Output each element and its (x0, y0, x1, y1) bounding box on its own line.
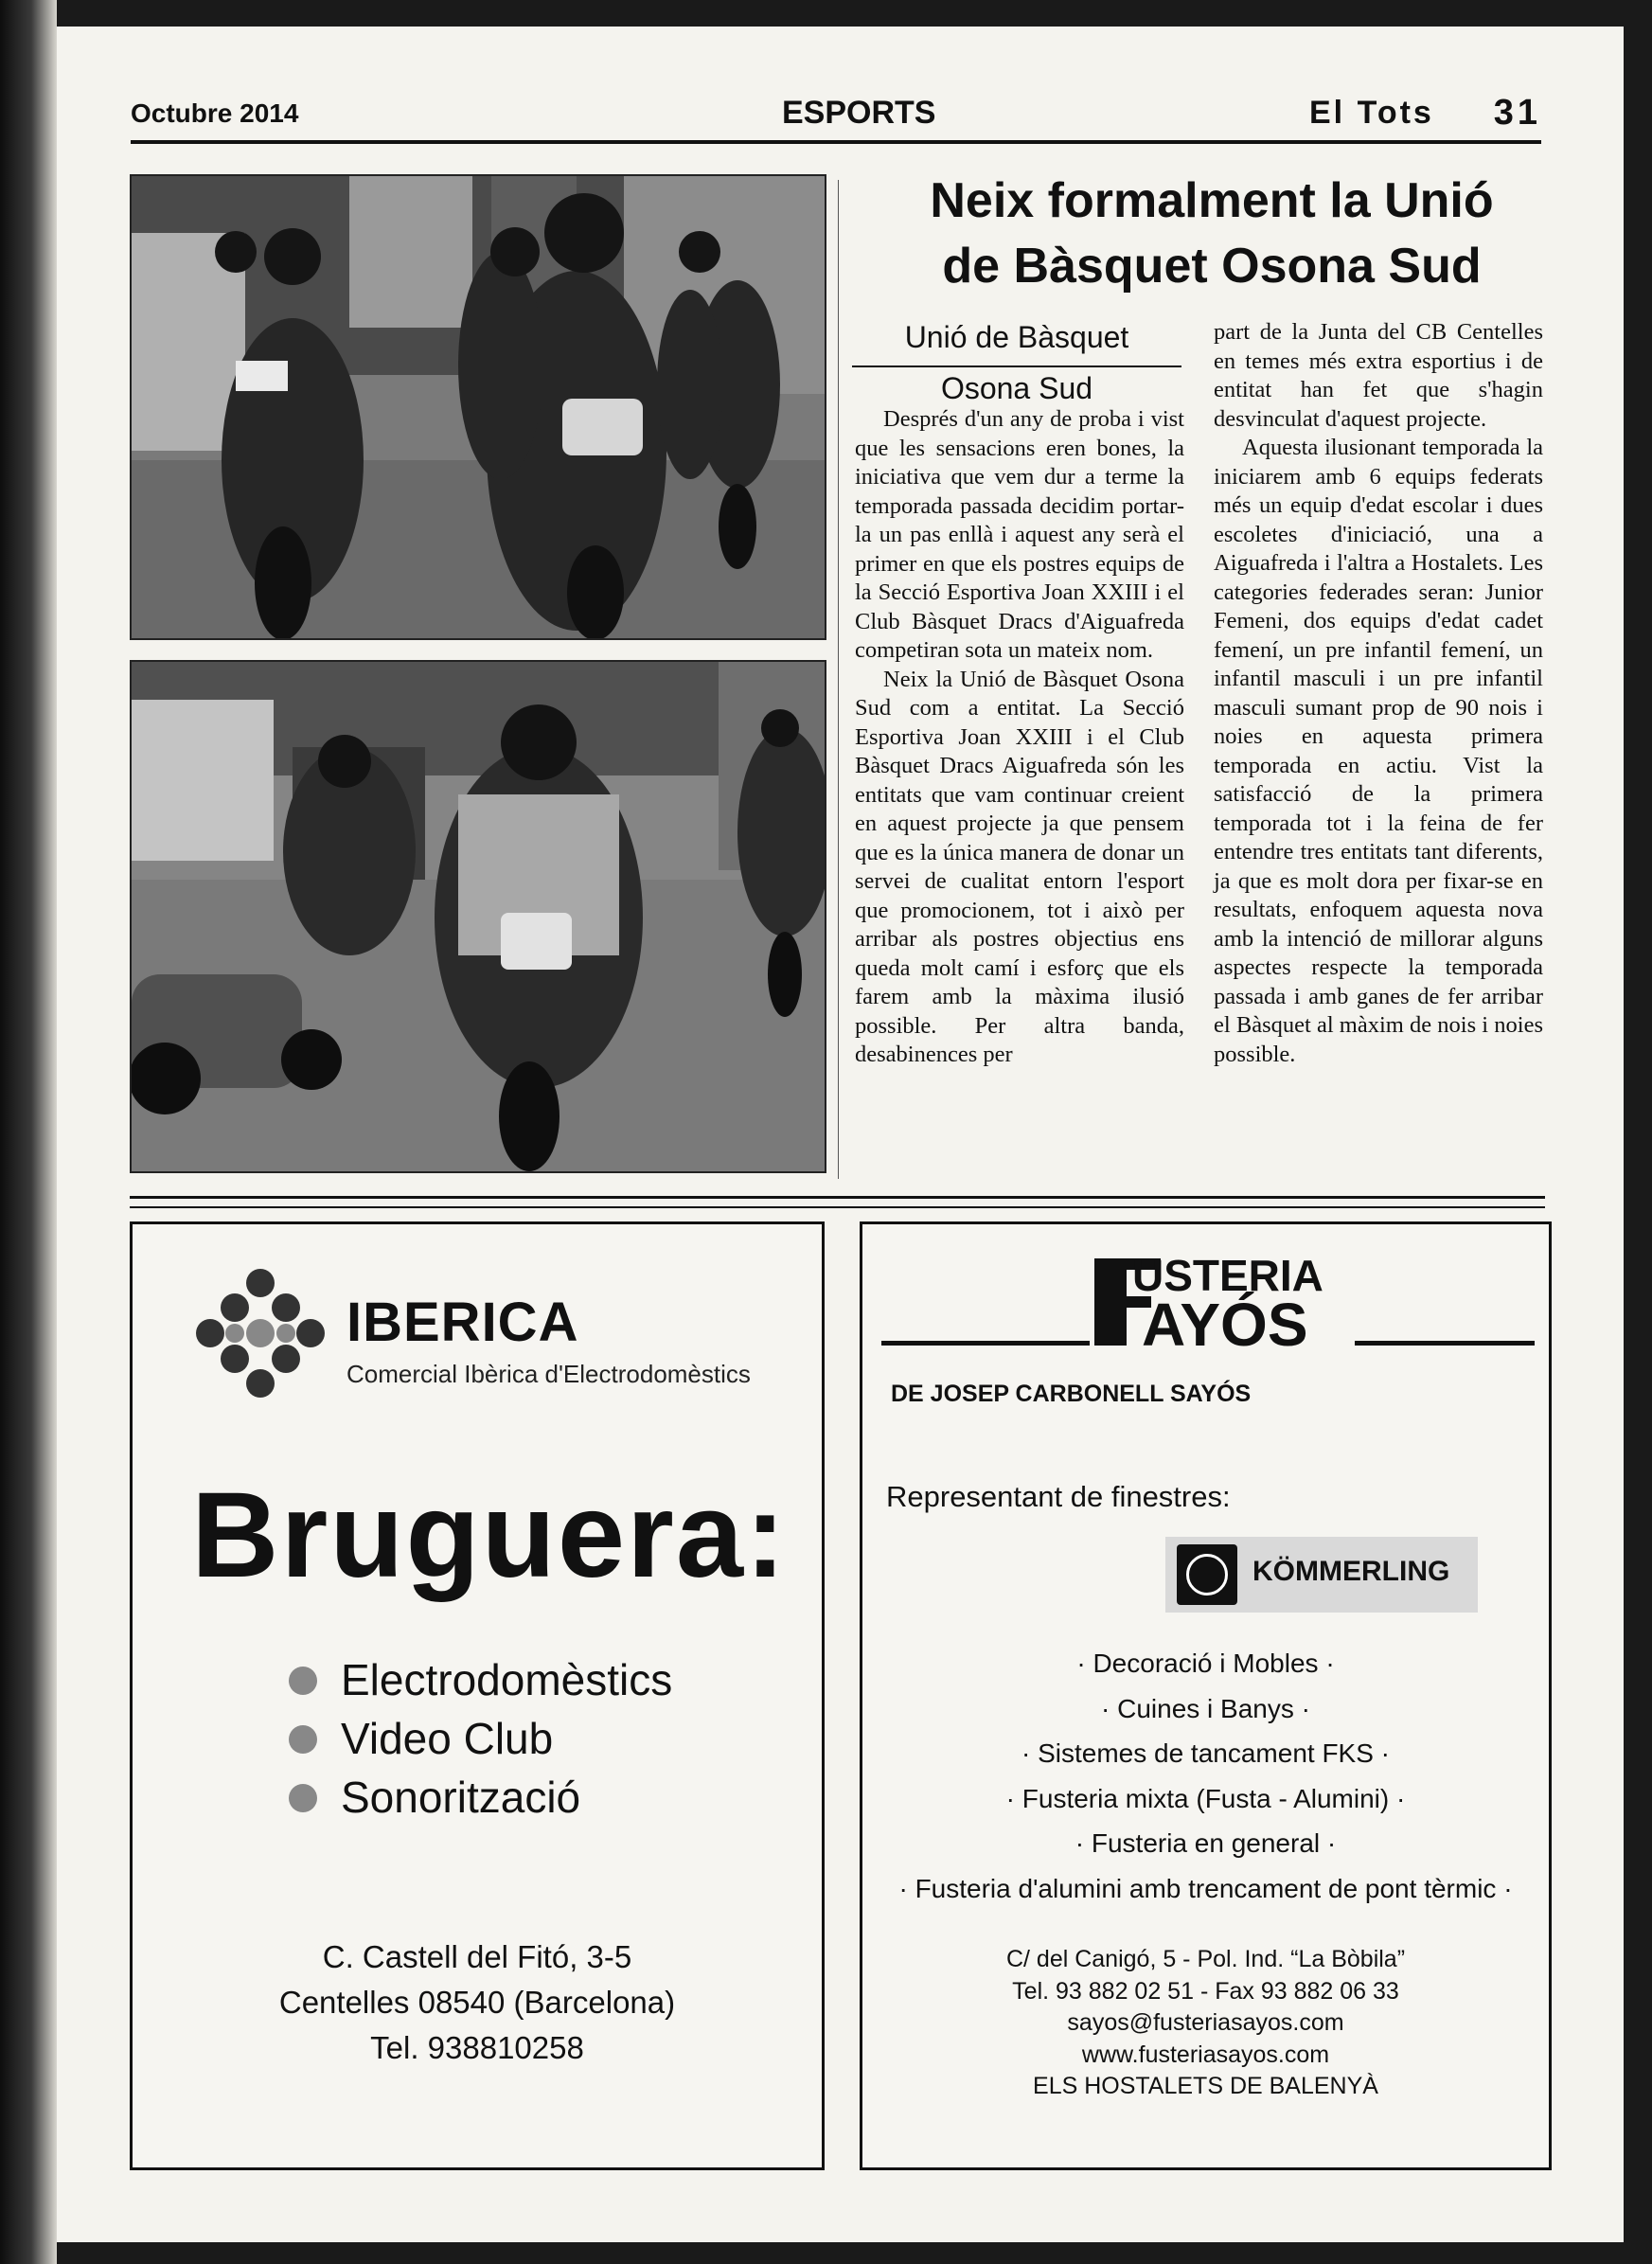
column-divider (838, 180, 839, 1179)
list-item: · Fusteria d'alumini amb trencament de pont tèrmic · (898, 1873, 1513, 1903)
svg-text:AYÓS: AYÓS (1142, 1291, 1308, 1355)
iberica-diamond-logo-icon (189, 1262, 331, 1404)
bullet-icon (289, 1725, 317, 1754)
bullet-icon (289, 1784, 317, 1812)
article-paragraph: Aquesta ilusionant temporada la iniciarem amb 6 equips federats més un equip d'edat escolar i dues escoletes d'iniciació, una a Aiguafreda i l'altra a Hostalets. Les categories federades seran: Junior Femeni, dos equips d'edat cadet femení, un pre infantil femení, un infantil masculi i un pre infantil masculi sumant prop de 90 nois i noies en aquesta primera temporada en actiu. Vist la satisfacció de la primera temporada tot i la feina de fer entendre tres entitats tant diferents, ja que es molt dora per fixar-se en resultats, enfoquem aquesta nova amb la intenció de millorar alguns aspectes respecte la temporada passada i amb ganes de fer arribar el Bàsquet al màxim de nois i noies possible. (1214, 435, 1543, 1067)
headline-line-2: de Bàsquet Osona Sud (942, 239, 1482, 294)
issue-date: Octubre 2014 (131, 98, 299, 128)
list-item: · Fusteria mixta (Fusta - Alumini) · (1005, 1783, 1406, 1813)
kommerling-logo-icon (1177, 1544, 1237, 1605)
fusteria-services-list (862, 1641, 1549, 1911)
publication-name: El Tots (1309, 95, 1434, 131)
website-link[interactable]: www.fusteriasayos.com (1081, 2041, 1330, 2068)
svg-text:USTERIA: USTERIA (1132, 1251, 1323, 1300)
article-paragraph: part de la Junta del CB Centelles en temes més extra esportius i de entitat han fet que s'hagin desvinculat d'aquest projecte. (1214, 319, 1543, 432)
kommerling-name: KÖMMERLING (1252, 1556, 1450, 1587)
ad-fusteria-sayos (860, 1221, 1552, 2170)
list-item: · Cuines i Banys · (1101, 1693, 1310, 1723)
list-item: · Decoració i Mobles · (1076, 1649, 1335, 1678)
list-item: · Fusteria en general · (1075, 1828, 1337, 1858)
phone-number: Tel. 938810258 (370, 2030, 584, 2065)
list-item: Sonorització (289, 1768, 672, 1827)
iberica-logo-name: IBERICA (346, 1292, 579, 1353)
photo-scooters-parade (130, 660, 826, 1173)
email-link[interactable]: sayos@fusteriasayos.com (1067, 2009, 1344, 2036)
article-headline (857, 169, 1567, 299)
section-title: ESPORTS (782, 95, 936, 131)
town-name: ELS HOSTALETS DE BALENYÀ (1033, 2073, 1378, 2099)
phone-fax: Tel. 93 882 02 51 - Fax 93 882 06 33 (1012, 1977, 1399, 2005)
list-item: · Sistemes de tancament FKS · (1021, 1738, 1391, 1768)
ad-iberica-bruguera (130, 1221, 825, 2170)
iberica-services-list (289, 1650, 672, 1827)
address-line: Centelles 08540 (Barcelona) (278, 1985, 676, 2020)
article-paragraph: Després d'un any de proba i vist que les sensacions eren bones, la iniciativa que vem dur a terme la temporada passada decidim portar-la un pas enllà i aquest any serà el primer en que els postres equips de la Secció Esportiva Joan XXIII i el Club Bàsquet Dracs d'Aiguafreda competiran sota un mateix nom. (855, 406, 1184, 663)
bruguera-brand: Bruguera: (191, 1468, 788, 1603)
bullet-icon (289, 1667, 317, 1695)
article-column-1 (855, 405, 1184, 1070)
article-column-2 (1214, 318, 1543, 1069)
page-number: 31 (1493, 93, 1541, 133)
binding-gutter (0, 0, 57, 2264)
fusteria-owner: DE JOSEP CARBONELL SAYÓS (891, 1381, 1252, 1407)
address-line: C/ del Canigó, 5 - Pol. Ind. “La Bòbila” (1005, 1946, 1406, 1972)
iberica-logo-subtitle: Comercial Ibèrica d'Electrodomèstics (346, 1360, 751, 1388)
article-paragraph: Neix la Unió de Bàsquet Osona Sud com a entitat. La Secció Esportiva Joan XXIII i el Club Bàsquet Dracs Aiguafreda són les entitats que vam continuar creient en aquest projecte ja que pensem que es la única manera de donar un servei de cualitat entorn l'esport que promocionem, tot i això per arribar als postres objectius ens queda molt camí i esforç que els farem amb la màxima ilusió possible. Per altra banda, desabinences per (855, 666, 1184, 1067)
iberica-address (133, 1934, 822, 2071)
representative-label: Representant de finestres: (886, 1480, 1231, 1513)
byline-line-2: Osona Sud (940, 371, 1093, 405)
fusteria-sayos-logo (881, 1251, 1535, 1355)
article-byline (852, 320, 1181, 406)
kommerling-badge (1165, 1537, 1478, 1613)
fusteria-contact (862, 1944, 1549, 2103)
page-header (131, 95, 1541, 144)
address-line: C. Castell del Fitó, 3-5 (322, 1939, 632, 1974)
byline-line-1: Unió de Bàsquet (852, 320, 1181, 367)
section-divider (130, 1196, 1545, 1208)
headline-line-1: Neix formalment la Unió (930, 173, 1494, 228)
list-item: Video Club (289, 1709, 672, 1768)
list-item: Electrodomèstics (289, 1650, 672, 1709)
photo-motorcyclists-group (130, 174, 826, 640)
